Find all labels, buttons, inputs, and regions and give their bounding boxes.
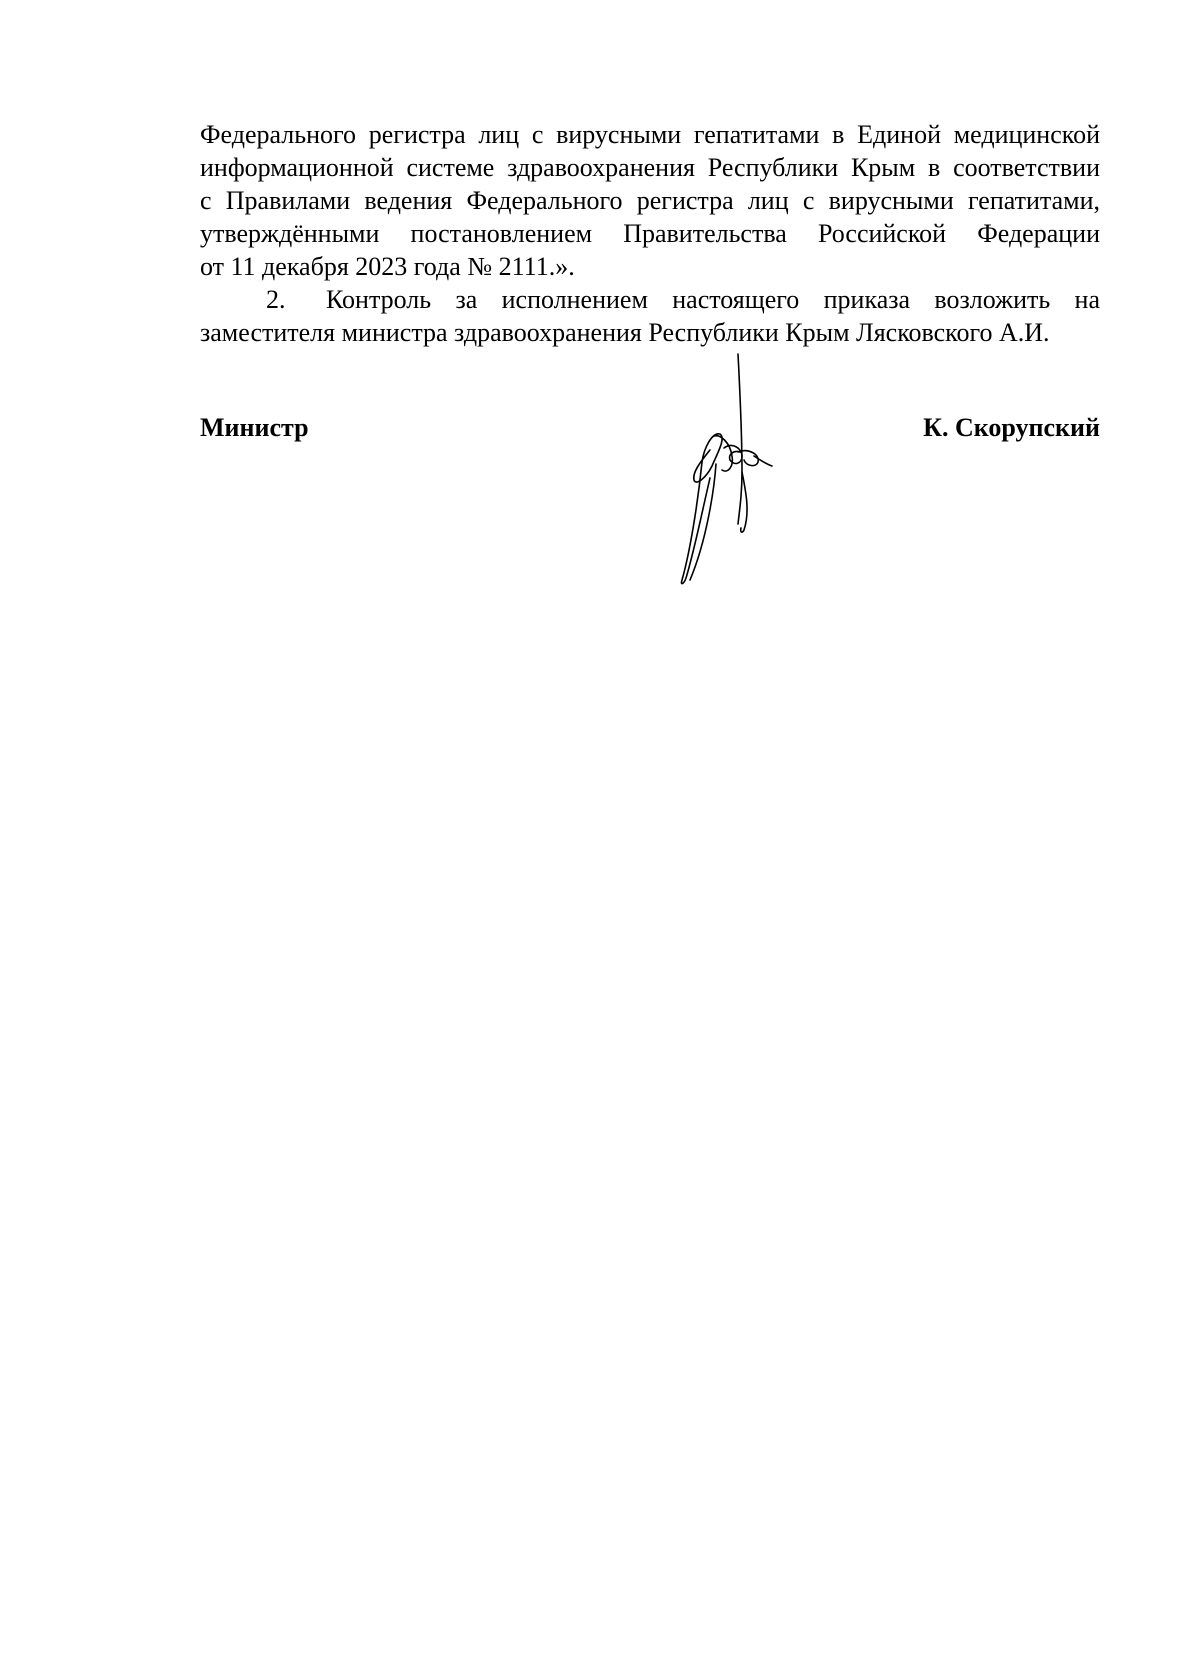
- numbered-item-2: [200, 283, 1100, 349]
- handwritten-signature: [680, 352, 820, 622]
- signer-title: Министр: [200, 413, 309, 442]
- paragraph-continuation: [200, 118, 1100, 283]
- signature-block: [200, 411, 1100, 451]
- paragraph-line: от 11 декабря 2023 года № 2111.».: [200, 252, 575, 281]
- paragraph-line: утверждёнными постановлением Правительства Российской Федерации: [200, 219, 1100, 248]
- paragraph-line: с Правилами ведения Федерального регистра лиц с вирусными гепатитами,: [200, 186, 1100, 215]
- item-number: 2.: [266, 285, 286, 314]
- paragraph-line: Федерального регистра лиц с вирусными гепатитами в Единой медицинской: [200, 120, 1100, 149]
- signer-name: К. Скорупский: [923, 413, 1100, 442]
- paragraph-line: информационной системе здравоохранения Республики Крым в соответствии: [200, 153, 1100, 182]
- item-text: Контроль за исполнением настоящего приказа возложить на заместителя министра здравоохранения Республики Крым Лясковского А.И.: [200, 285, 1100, 347]
- document-body: [200, 118, 1100, 349]
